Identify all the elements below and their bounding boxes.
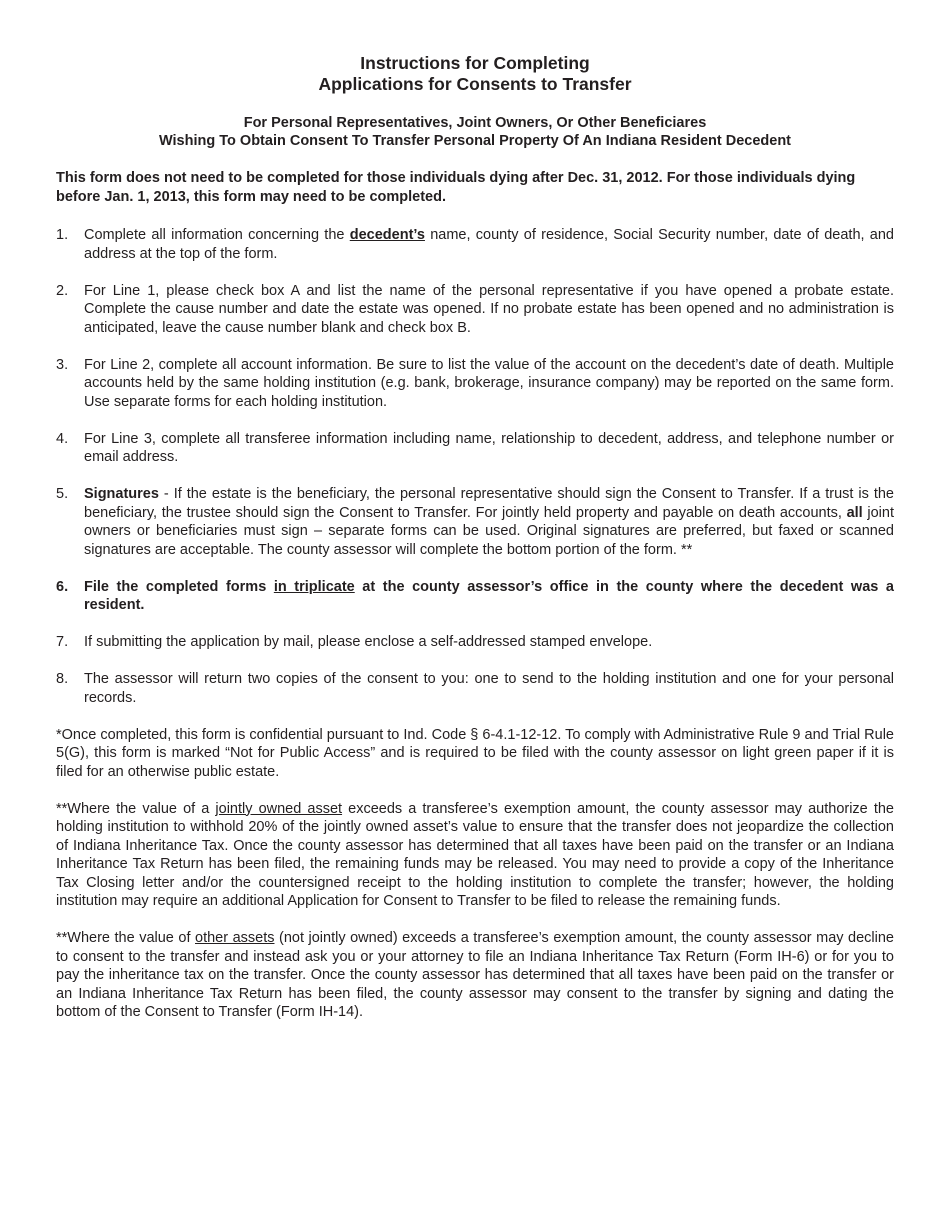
title-line-2: Applications for Consents to Transfer bbox=[318, 74, 632, 94]
other-assets-footnote: **Where the value of other assets (not jointly owned) exceeds a transferee’s exemption amount, the county assessor may decline to consent to the transfer and instead ask you or your attorney to file an Indiana Inheritance Tax Return (Form IH-6) or for you to pay the inheritance tax on the transfer. Once the county assessor has determined that all taxes have been paid on the transfer or an Indiana Inheritance Tax Return has been filed, the county assessor may consent to the transfer by signing and dating the bottom of the Consent to Transfer (Form IH-14). bbox=[56, 930, 894, 1020]
list-item bbox=[56, 485, 894, 559]
list-item bbox=[56, 356, 894, 412]
list-item bbox=[56, 226, 894, 263]
emphasis-decedents: decedent’s bbox=[349, 227, 425, 243]
jointly-owned-footnote: **Where the value of a jointly owned asset exceeds a transferee’s exemption amount, the county assessor may authorize the holding institution to withhold 20% of the jointly owned asset’s value to ensure that the transfer does not jeopardize the collection of Indiana Inheritance Tax. Once the county assessor has determined that all taxes have been paid on the transfer or an Indiana Inheritance Tax Return has been filed, the remaining funds may be released. You may need to provide a copy of the Inheritance Tax Closing letter and/or the countersigned receipt to the holding institution to complete the transfer; however, the holding institution may require an additional Application for Consent to Transfer to be filed to release the remaining funds. bbox=[56, 800, 894, 909]
emphasis-jointly-owned-asset: jointly owned asset bbox=[215, 800, 343, 817]
page-subtitle bbox=[56, 114, 894, 150]
page-title bbox=[56, 53, 894, 95]
item-text: The assessor will return two copies of the consent to you: one to send to the holding institution and one for your personal records. bbox=[84, 671, 894, 706]
item-text: If submitting the application by mail, please enclose a self-addressed stamped envelope. bbox=[84, 634, 653, 650]
title-line-1: Instructions for Completing bbox=[360, 53, 590, 73]
list-item bbox=[56, 633, 894, 652]
item-text: For Line 3, complete all transferee information including name, relationship to decedent, address, and telephone number or email address. bbox=[84, 430, 894, 465]
item-text: Complete all information concerning the decedent’s name, county of residence, Social Security number, date of death, and address at the top of the form. bbox=[84, 227, 894, 262]
item-number: 7. bbox=[56, 634, 69, 650]
signatures-heading: Signatures bbox=[84, 486, 159, 502]
emphasis-in-triplicate: in triplicate bbox=[273, 578, 355, 595]
item-text: File the completed forms in triplicate at the county assessor’s office in the county where the decedent was a resident. bbox=[84, 578, 894, 613]
item-text: For Line 2, complete all account information. Be sure to list the value of the account on the decedent’s date of death. Multiple accounts held by the same holding institution (e.g. bank, brokerage, insurance company) may be reported on the same form. Use separate forms for each holding institution. bbox=[84, 356, 894, 410]
subtitle-line-2: Wishing To Obtain Consent To Transfer Personal Property Of An Indiana Resident Decedent bbox=[158, 133, 792, 149]
instruction-list bbox=[56, 226, 894, 707]
item-text: Signatures - If the estate is the beneficiary, the personal representative should sign the Consent to Transfer. If a trust is the beneficiary, the trustee should sign the Consent to Transfer. For jointly held property and payable on death accounts, all joint owners or beneficiaries must sign – separate forms can be used. Original signatures are preferred, but faxed or scanned signatures are acceptable. The county assessor will complete the bottom portion of the form. ** bbox=[84, 486, 894, 558]
emphasis-other-assets: other assets bbox=[195, 930, 275, 946]
item-text: For Line 1, please check box A and list the name of the personal representative if you have opened a probate estate. Complete the cause number and date the estate was opened. If no probate estate has been opened and no administration is anticipated, leave the cause number blank and check box B. bbox=[84, 282, 894, 336]
item-number: 5. bbox=[56, 486, 69, 502]
applicability-notice: This form does not need to be completed for those individuals dying after Dec. 31, 2012. For those individuals dying before Jan. 1, 2013, this form may need to be completed. bbox=[56, 170, 856, 205]
subtitle-line-1: For Personal Representatives, Joint Owners, Or Other Beneficiares bbox=[243, 115, 707, 131]
list-item bbox=[56, 578, 894, 615]
item-number: 6. bbox=[56, 578, 69, 595]
item-number: 2. bbox=[56, 282, 69, 299]
item-number: 4. bbox=[56, 430, 69, 447]
list-item bbox=[56, 430, 894, 467]
list-item bbox=[56, 670, 894, 707]
confidentiality-footnote: *Once completed, this form is confidential pursuant to Ind. Code § 6-4.1-12-12. To comply with Administrative Rule 9 and Trial Rule 5(G), this form is marked “Not for Public Access” and is required to be filed with the county assessor on light green paper if it is filed for an otherwise public estate. bbox=[56, 726, 894, 780]
item-number: 8. bbox=[56, 671, 69, 687]
emphasis-all: all bbox=[846, 504, 863, 521]
item-number: 1. bbox=[56, 227, 69, 243]
item-number: 3. bbox=[56, 356, 69, 373]
list-item bbox=[56, 282, 894, 338]
